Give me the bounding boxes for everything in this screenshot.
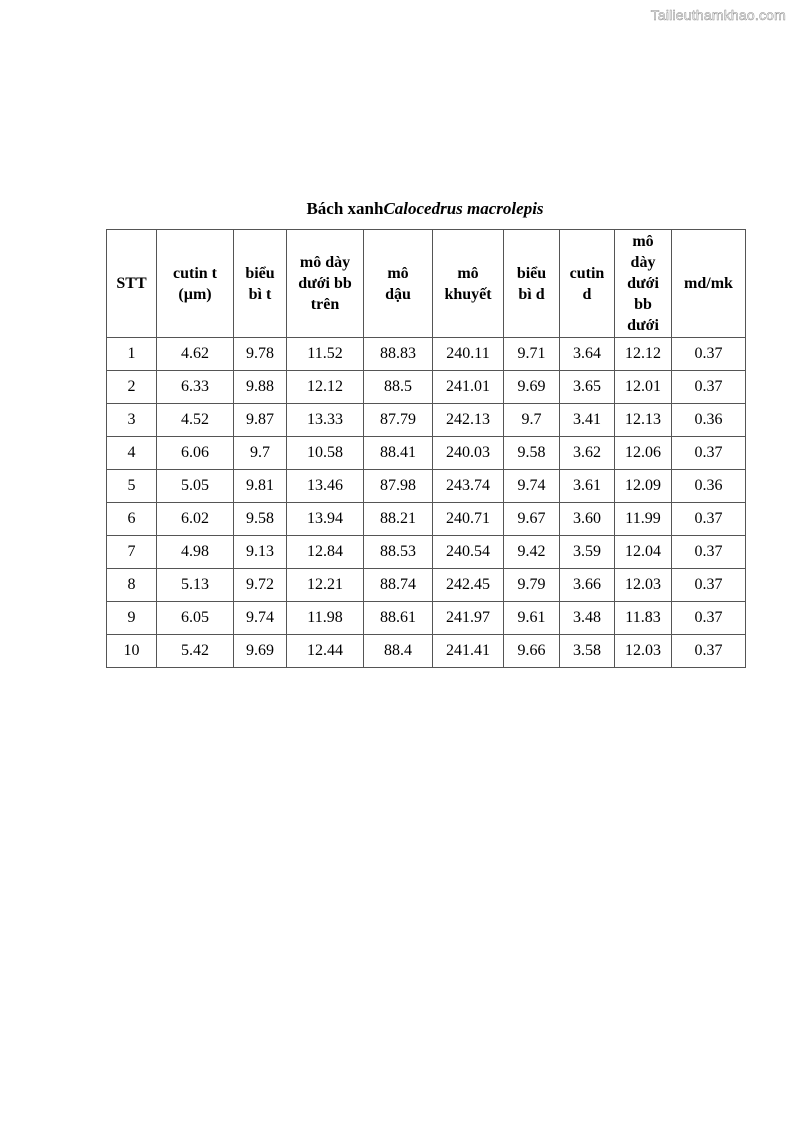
header-line: mô [632, 233, 654, 250]
table-row [107, 437, 746, 470]
table-cell: 11.52 [287, 338, 364, 371]
table-cell: 9.67 [504, 503, 560, 536]
table-cell: 3.65 [560, 371, 615, 404]
table-cell: 1 [107, 338, 157, 371]
table-row [107, 470, 746, 503]
header-line: dưới [627, 275, 659, 292]
table-cell: 7 [107, 536, 157, 569]
table-cell: 3.58 [560, 635, 615, 668]
header-line: cutin t [173, 264, 217, 282]
column-header-palisade [364, 230, 433, 338]
header-line: dưới bb [298, 275, 352, 292]
table-cell: 9.87 [234, 404, 287, 437]
table-cell: 87.98 [364, 470, 433, 503]
table-cell: 3.59 [560, 536, 615, 569]
table-cell: 6.33 [157, 371, 234, 404]
table-cell: 9.78 [234, 338, 287, 371]
table-cell: 5.13 [157, 569, 234, 602]
table-cell: 12.03 [615, 569, 672, 602]
header-line: STT [116, 275, 147, 292]
table-cell: 10 [107, 635, 157, 668]
table-cell: 9.74 [234, 602, 287, 635]
table-cell: 0.36 [672, 404, 746, 437]
table-cell: 9.58 [234, 503, 287, 536]
table-cell: 242.45 [433, 569, 504, 602]
table-row [107, 536, 746, 569]
header-line: mô dày [299, 254, 351, 271]
table-title [0, 199, 794, 219]
table-cell: 9.81 [234, 470, 287, 503]
table-cell: 88.21 [364, 503, 433, 536]
table-cell: 9 [107, 602, 157, 635]
table-cell: 4.98 [157, 536, 234, 569]
table-row [107, 602, 746, 635]
column-header-hypodermis-upper [287, 230, 364, 338]
table-cell: 10.58 [287, 437, 364, 470]
table-cell: 240.54 [433, 536, 504, 569]
table-cell: 12.12 [615, 338, 672, 371]
table-cell: 5 [107, 470, 157, 503]
table-cell: 8 [107, 569, 157, 602]
header-line: dậu [385, 285, 411, 303]
table-cell: 3.60 [560, 503, 615, 536]
table-cell: 3.41 [560, 404, 615, 437]
table-cell: 88.83 [364, 338, 433, 371]
table-row [107, 404, 746, 437]
header-line: (µm) [178, 285, 212, 303]
table-cell: 3.66 [560, 569, 615, 602]
table-cell: 9.7 [234, 437, 287, 470]
table-cell: 0.37 [672, 503, 746, 536]
table-cell: 11.98 [287, 602, 364, 635]
table-cell: 243.74 [433, 470, 504, 503]
table-cell: 9.88 [234, 371, 287, 404]
table-row [107, 503, 746, 536]
table-cell: 6.05 [157, 602, 234, 635]
table-cell: 4.52 [157, 404, 234, 437]
table-row [107, 338, 746, 371]
table-cell: 12.12 [287, 371, 364, 404]
table-cell: 240.03 [433, 437, 504, 470]
table-cell: 12.04 [615, 536, 672, 569]
table-cell: 12.03 [615, 635, 672, 668]
table-cell: 9.13 [234, 536, 287, 569]
table-cell: 0.37 [672, 371, 746, 404]
table-cell: 241.41 [433, 635, 504, 668]
measurement-table [106, 229, 746, 668]
table-cell: 12.01 [615, 371, 672, 404]
table-cell: 13.46 [287, 470, 364, 503]
table-cell: 88.61 [364, 602, 433, 635]
table-cell: 240.71 [433, 503, 504, 536]
header-line: khuyết [444, 285, 492, 303]
table-cell: 9.61 [504, 602, 560, 635]
header-line: mô [457, 264, 479, 282]
table-cell: 9.79 [504, 569, 560, 602]
watermark-text: Tailieuthamkhao.com [650, 7, 786, 23]
header-line: biểu [516, 264, 547, 282]
table-cell: 3.61 [560, 470, 615, 503]
table-cell: 0.37 [672, 338, 746, 371]
title-common-name: Bách xanh [306, 199, 384, 218]
table-cell: 12.21 [287, 569, 364, 602]
column-header-spongy [433, 230, 504, 338]
table-cell: 3.64 [560, 338, 615, 371]
header-line: bì d [518, 285, 545, 303]
table-cell: 88.74 [364, 569, 433, 602]
table-cell: 12.84 [287, 536, 364, 569]
table-cell: 9.42 [504, 536, 560, 569]
table-cell: 12.13 [615, 404, 672, 437]
table-cell: 9.72 [234, 569, 287, 602]
table-cell: 12.09 [615, 470, 672, 503]
column-header-cutin-top [157, 230, 234, 338]
header-line: dưới [627, 317, 659, 334]
header-row [107, 230, 746, 338]
table-cell: 13.94 [287, 503, 364, 536]
table-cell: 9.69 [234, 635, 287, 668]
table-cell: 0.36 [672, 470, 746, 503]
table-cell: 4 [107, 437, 157, 470]
table-cell: 5.42 [157, 635, 234, 668]
table-cell: 12.06 [615, 437, 672, 470]
table-cell: 0.37 [672, 602, 746, 635]
table-cell: 0.37 [672, 569, 746, 602]
title-scientific-name: Calocedrus macrolepis [383, 199, 544, 218]
table-row [107, 635, 746, 668]
table-body [107, 338, 746, 668]
header-line: biểu [245, 264, 275, 282]
column-header-epidermis-top [234, 230, 287, 338]
table-cell: 4.62 [157, 338, 234, 371]
table-cell: 0.37 [672, 437, 746, 470]
table-cell: 11.83 [615, 602, 672, 635]
table-cell: 9.58 [504, 437, 560, 470]
table-cell: 9.69 [504, 371, 560, 404]
table-cell: 87.79 [364, 404, 433, 437]
header-line: dày [630, 254, 656, 271]
column-header-epidermis-bottom [504, 230, 560, 338]
column-header-cutin-bottom [560, 230, 615, 338]
table-cell: 3.62 [560, 437, 615, 470]
header-line: bì t [248, 285, 272, 303]
header-line: md/mk [684, 275, 733, 292]
header-line: d [582, 285, 592, 303]
table-cell: 12.44 [287, 635, 364, 668]
table-cell: 2 [107, 371, 157, 404]
table-cell: 6.06 [157, 437, 234, 470]
header-line: bb [634, 296, 652, 313]
table-cell: 3.48 [560, 602, 615, 635]
table-cell: 88.4 [364, 635, 433, 668]
table-cell: 3 [107, 404, 157, 437]
header-line: mô [387, 264, 409, 282]
table-cell: 88.41 [364, 437, 433, 470]
table-cell: 6 [107, 503, 157, 536]
header-line: trên [310, 296, 340, 313]
table-cell: 88.5 [364, 371, 433, 404]
table-cell: 6.02 [157, 503, 234, 536]
table-cell: 241.01 [433, 371, 504, 404]
table-cell: 241.97 [433, 602, 504, 635]
table-row [107, 569, 746, 602]
table-cell: 0.37 [672, 536, 746, 569]
table-cell: 13.33 [287, 404, 364, 437]
table-cell: 0.37 [672, 635, 746, 668]
table-cell: 11.99 [615, 503, 672, 536]
table-cell: 88.53 [364, 536, 433, 569]
table-cell: 9.7 [504, 404, 560, 437]
column-header-hypodermis-lower [615, 230, 672, 338]
table-row [107, 371, 746, 404]
table-cell: 9.74 [504, 470, 560, 503]
table-cell: 240.11 [433, 338, 504, 371]
table-cell: 9.66 [504, 635, 560, 668]
column-header-ratio [672, 230, 746, 338]
table-cell: 242.13 [433, 404, 504, 437]
header-line: cutin [569, 264, 605, 282]
column-header-stt [107, 230, 157, 338]
table-cell: 5.05 [157, 470, 234, 503]
table-cell: 9.71 [504, 338, 560, 371]
